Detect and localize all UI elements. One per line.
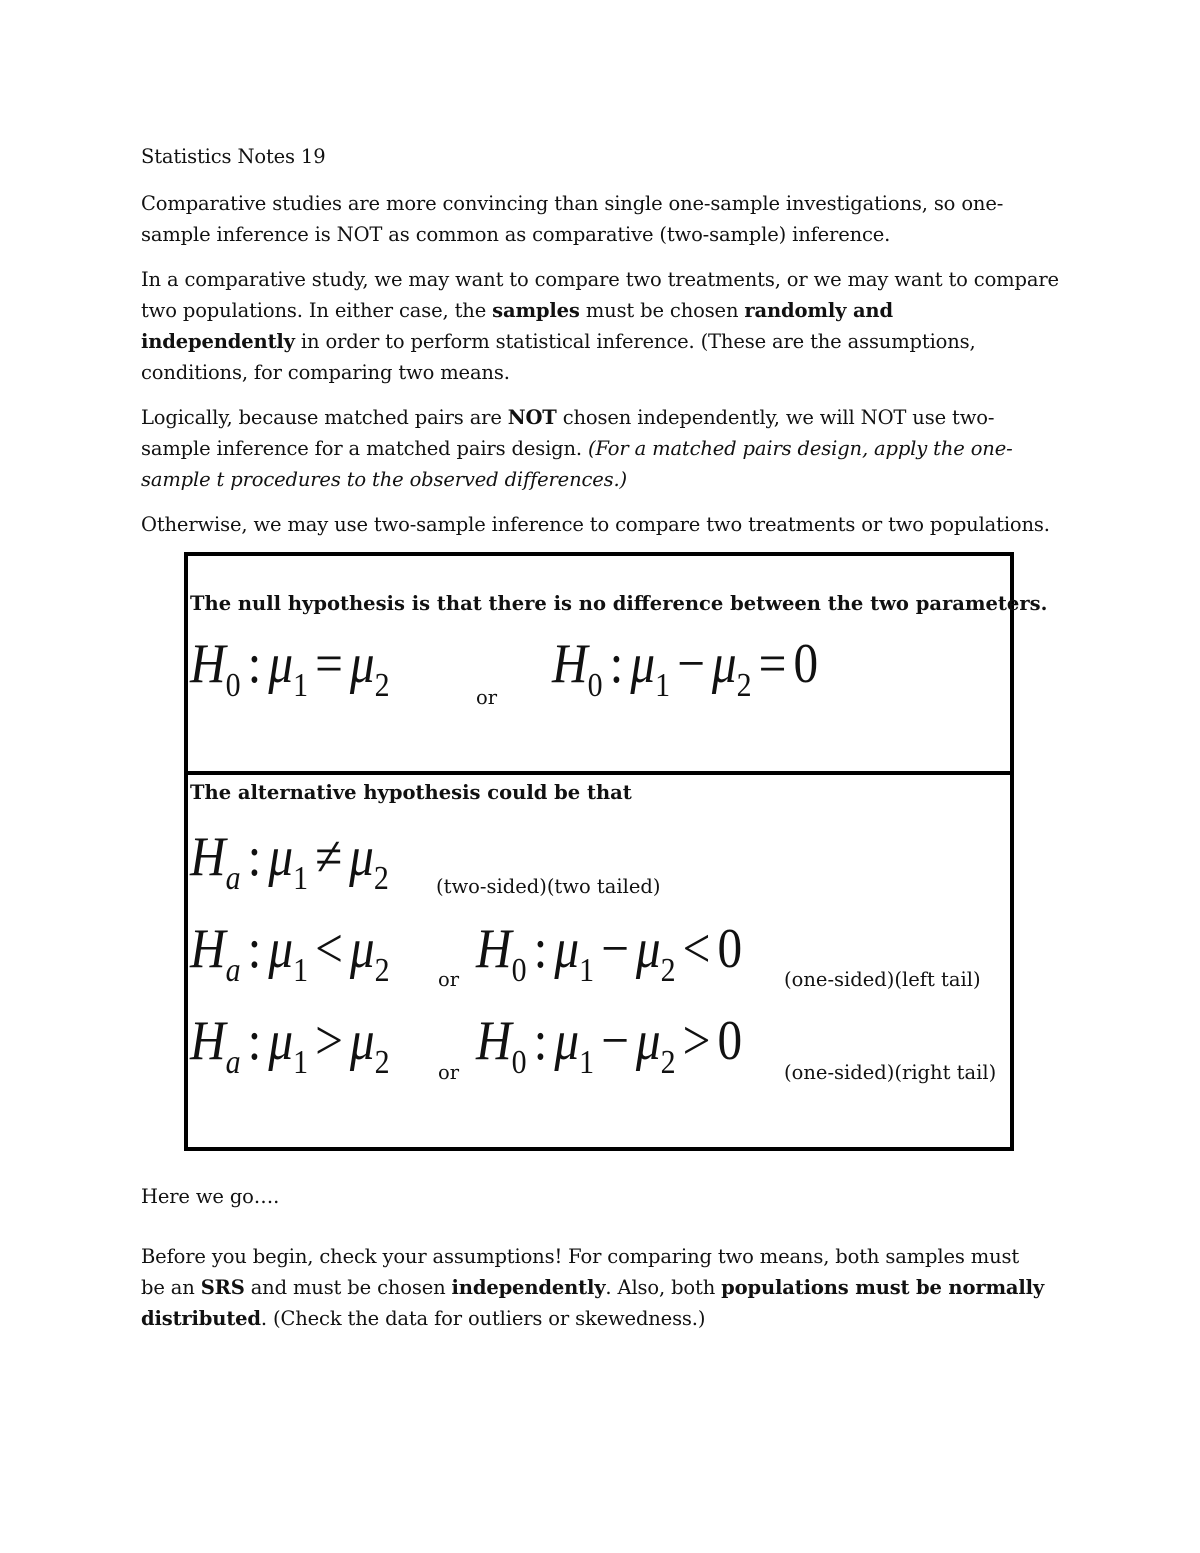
equation-difference-less-than-zero: $H_0$ : $\mu_1 - \mu_2 < 0$ — [476, 918, 743, 989]
paragraph-2-line-1: In a comparative study, we may want to compare two treatments, or we may want to compare — [141, 268, 1059, 291]
or-label-right: or — [438, 1061, 460, 1084]
or-label: or — [476, 686, 498, 709]
paragraph-3-line-2: sample inference for a matched pairs design. (For a matched pairs design, apply the one- — [141, 437, 1013, 460]
equation-h0-equal: $H_0$ : $\mu_1 = \mu_2$ — [190, 633, 390, 704]
paragraph-2-line-3: independently in order to perform statistical inference. (These are the assumptions, — [141, 330, 976, 353]
right-tail-label: (one-sided)(right tail) — [784, 1061, 997, 1084]
alternative-hypothesis-heading: The alternative hypothesis could be that — [190, 781, 632, 804]
paragraph-2-line-2: two populations. In either case, the samples must be chosen randomly and — [141, 299, 893, 322]
paragraph-6-line-3: distributed. (Check the data for outliers or skewedness.) — [141, 1307, 706, 1330]
document-title: Statistics Notes 19 — [141, 145, 326, 168]
paragraph-6-line-2: be an SRS and must be chosen independently. Also, both populations must be normally — [141, 1276, 1045, 1299]
two-sided-label: (two-sided)(two tailed) — [436, 875, 661, 898]
null-hypothesis-heading: The null hypothesis is that there is no difference between the two parameters. — [190, 592, 1048, 615]
paragraph-4: Otherwise, we may use two-sample inference to compare two treatments or two populations. — [141, 513, 1050, 536]
paragraph-6-line-1: Before you begin, check your assumptions! For comparing two means, both samples must — [141, 1245, 1020, 1268]
paragraph-5: Here we go…. — [141, 1185, 280, 1208]
equation-ha-less-than: $H_a$ : $\mu_1 < \mu_2$ — [190, 918, 390, 989]
equation-ha-not-equal: $H_a$ : $\mu_1 \ne \mu_2$ — [190, 826, 389, 897]
alternative-hypothesis-box — [184, 771, 1014, 1151]
equation-ha-greater-than: $H_a$ : $\mu_1 > \mu_2$ — [190, 1010, 390, 1081]
null-hypothesis-box — [184, 552, 1048, 775]
paragraph-1-line-2: sample inference is NOT as common as comparative (two-sample) inference. — [141, 223, 891, 246]
equation-difference-greater-than-zero: $H_0$ : $\mu_1 - \mu_2 > 0$ — [476, 1010, 743, 1081]
paragraph-2-line-4: conditions, for comparing two means. — [141, 361, 510, 384]
equation-h0-difference-zero: $H_0$ : $\mu_1 - \mu_2 = 0$ — [552, 633, 819, 704]
or-label-left: or — [438, 968, 460, 991]
paragraph-3-line-1: Logically, because matched pairs are NOT chosen independently, we will NOT use two- — [141, 406, 995, 429]
paragraph-3-line-3: sample t procedures to the observed differences.) — [141, 468, 628, 491]
paragraph-1-line-1: Comparative studies are more convincing than single one-sample investigations, so one- — [141, 192, 1004, 215]
left-tail-label: (one-sided)(left tail) — [784, 968, 981, 991]
